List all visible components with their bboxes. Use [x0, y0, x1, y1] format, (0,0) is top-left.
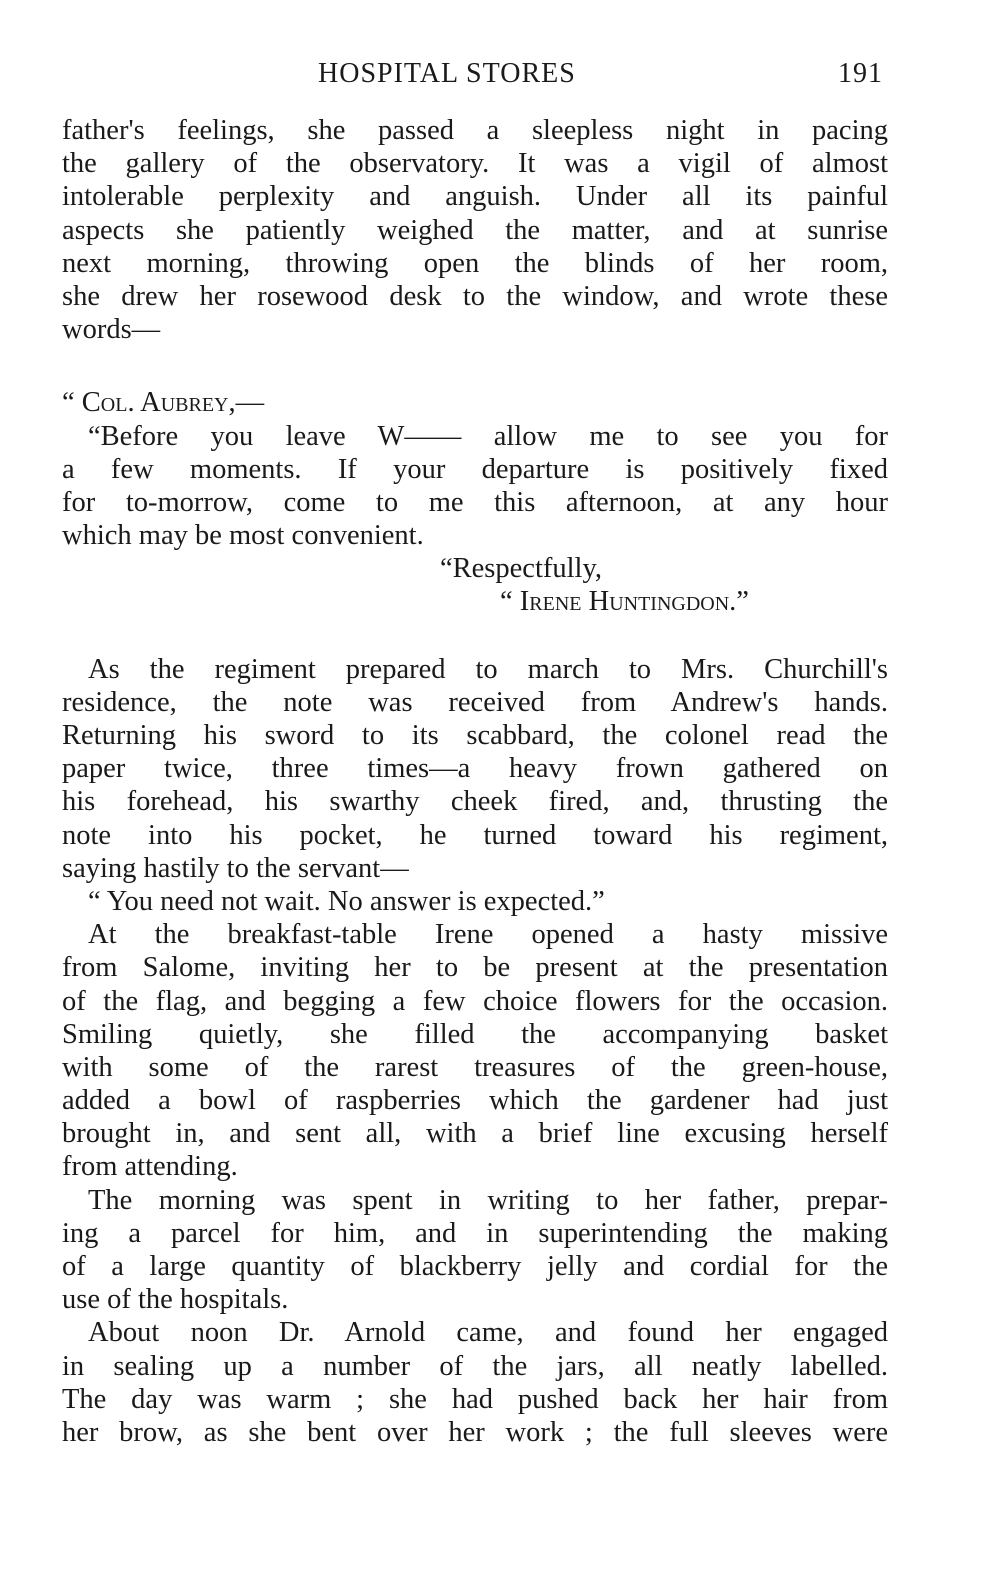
text-line: of the flag, and begging a few choice flowers for the occasion.	[62, 985, 888, 1017]
paragraph	[62, 1184, 888, 1317]
text-line: The morning was spent in writing to her father, prepar-	[88, 1184, 888, 1216]
text-line: brought in, and sent all, with a brief line excusing herself	[62, 1118, 888, 1150]
text-line: “ You need not wait. No answer is expected.”	[88, 885, 605, 917]
letter	[62, 386, 888, 618]
text-line: the gallery of the observatory. It was a vigil of almost	[62, 148, 888, 180]
page-number: 191	[838, 58, 883, 89]
text-line: words—	[62, 314, 161, 346]
letter-signature: “ Irene Huntingdon.”	[500, 586, 749, 618]
text-line: use of the hospitals.	[62, 1284, 289, 1316]
text-line: At the breakfast-table Irene opened a hasty missive	[88, 919, 888, 951]
spacer	[62, 619, 888, 653]
text-line: ing a parcel for him, and in superintending the making	[62, 1217, 888, 1249]
text-line: Smiling quietly, she filled the accompanying basket	[62, 1018, 888, 1050]
text-line: note into his pocket, he turned toward his regiment,	[62, 819, 888, 851]
paragraph	[62, 114, 888, 346]
text-line: The day was warm ; she had pushed back her hair from	[62, 1383, 888, 1415]
text-line: in sealing up a number of the jars, all neatly labelled.	[62, 1350, 888, 1382]
running-head: HOSPITAL STORES	[318, 58, 576, 89]
spacer	[62, 346, 888, 386]
text-line: next morning, throwing open the blinds of her room,	[62, 247, 888, 279]
text-line: “Before you leave W—— allow me to see you for	[88, 420, 888, 452]
text-line: her brow, as she bent over her work ; the full sleeves were	[62, 1416, 888, 1448]
text-line: from attending.	[62, 1151, 238, 1183]
text-line: About noon Dr. Arnold came, and found her engaged	[88, 1317, 888, 1349]
text-line: saying hastily to the servant—	[62, 852, 409, 884]
text-line: residence, the note was received from Andrew's hands.	[62, 686, 888, 718]
paragraph	[62, 885, 888, 918]
text-line: a few moments. If your departure is positively fixed	[62, 453, 888, 485]
text-line: for to-morrow, come to me this afternoon, at any hour	[62, 486, 888, 518]
text-line: added a bowl of raspberries which the gardener had just	[62, 1085, 888, 1117]
text-line: paper twice, three times—a heavy frown gathered on	[62, 753, 888, 785]
text-line: which may be most convenient.	[62, 520, 424, 552]
paragraph	[62, 1316, 888, 1449]
page-body	[62, 114, 888, 1449]
text-line: Returning his sword to its scabbard, the colonel read the	[62, 720, 888, 751]
text-line: As the regiment prepared to march to Mrs. Churchill's	[88, 653, 888, 685]
text-line: from Salome, inviting her to be present at the presentation	[62, 952, 888, 984]
paragraph	[62, 918, 888, 1184]
letter-salutation: “ Col. Aubrey,—	[62, 387, 265, 419]
text-line: aspects she patiently weighed the matter, and at sunrise	[62, 214, 888, 246]
text-line: his forehead, his swarthy cheek fired, and, thrusting the	[62, 786, 888, 818]
text-line: father's feelings, she passed a sleepless night in pacing	[62, 115, 888, 146]
paragraph	[62, 653, 888, 885]
text-line: with some of the rarest treasures of the green-house,	[62, 1051, 888, 1083]
text-line: she drew her rosewood desk to the window, and wrote these	[62, 280, 888, 312]
text-line: of a large quantity of blackberry jelly and cordial for the	[62, 1251, 888, 1282]
text-line: intolerable perplexity and anguish. Under all its painful	[62, 181, 888, 213]
letter-closing: “Respectfully,	[440, 553, 602, 585]
